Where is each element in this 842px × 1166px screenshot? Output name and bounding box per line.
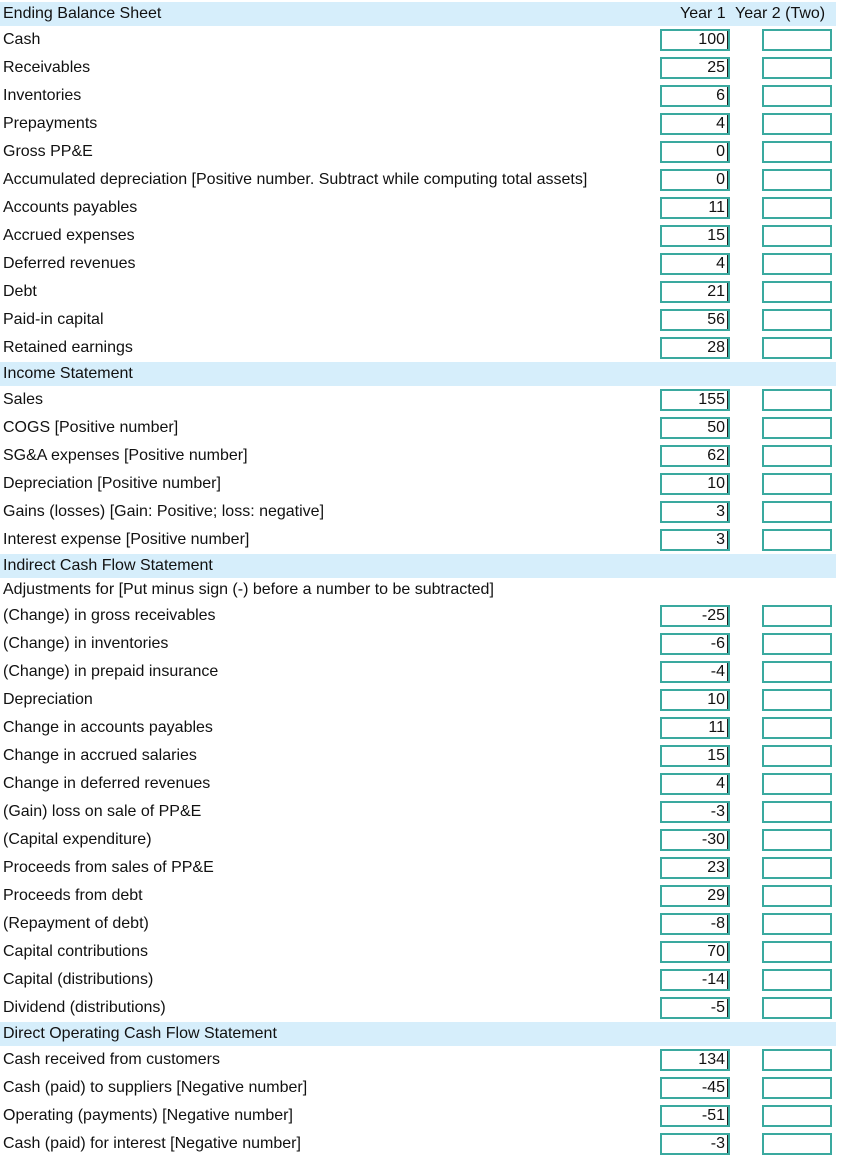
year-1-value: 134 bbox=[698, 1051, 728, 1069]
year-1-value: 25 bbox=[707, 59, 728, 77]
year-2-input[interactable] bbox=[762, 141, 832, 163]
row-label: Change in deferred revenues bbox=[3, 775, 211, 792]
table-row bbox=[0, 994, 836, 1022]
year-1-value: 50 bbox=[707, 419, 728, 437]
year-1-value: -3 bbox=[711, 803, 728, 821]
adjustments-note bbox=[0, 578, 836, 602]
row-label: Proceeds from sales of PP&E bbox=[3, 859, 214, 876]
row-label: Dividend (distributions) bbox=[3, 999, 166, 1016]
row-label: Accumulated depreciation [Positive number. Subtract while computing total assets] bbox=[3, 171, 588, 188]
year-2-input[interactable] bbox=[762, 85, 832, 107]
table-row bbox=[0, 26, 836, 54]
year-2-input[interactable] bbox=[762, 633, 832, 655]
year-2-input[interactable] bbox=[762, 1133, 832, 1155]
row-label: (Capital expenditure) bbox=[3, 831, 152, 848]
row-label: Capital contributions bbox=[3, 943, 148, 960]
year-2-input[interactable] bbox=[762, 225, 832, 247]
year-1-value: 15 bbox=[707, 227, 728, 245]
year-1-input[interactable] bbox=[660, 913, 730, 935]
year-1-value: 155 bbox=[698, 391, 728, 409]
year-1-value: -45 bbox=[702, 1079, 728, 1097]
row-label: COGS [Positive number] bbox=[3, 419, 179, 436]
table-row bbox=[0, 1046, 836, 1074]
row-label: SG&A expenses [Positive number] bbox=[3, 447, 248, 464]
row-label: (Repayment of debt) bbox=[3, 915, 149, 932]
table-row bbox=[0, 1102, 836, 1130]
row-label: Interest expense [Positive number] bbox=[3, 531, 250, 548]
row-label: Cash (paid) to suppliers [Negative number] bbox=[3, 1079, 308, 1096]
year-1-input[interactable] bbox=[660, 113, 730, 135]
year-1-value: 11 bbox=[708, 199, 728, 217]
year-1-value: -30 bbox=[702, 831, 728, 849]
year-1-input[interactable] bbox=[660, 885, 730, 907]
year-2-input[interactable] bbox=[762, 197, 832, 219]
year-1-input[interactable] bbox=[660, 253, 730, 275]
year-1-input[interactable] bbox=[660, 745, 730, 767]
year-2-input[interactable] bbox=[762, 337, 832, 359]
year-2-input[interactable] bbox=[762, 1049, 832, 1071]
table-row bbox=[0, 686, 836, 714]
table-row bbox=[0, 54, 836, 82]
row-label: Change in accrued salaries bbox=[3, 747, 197, 764]
year-1-value: 56 bbox=[707, 311, 728, 329]
table-row bbox=[0, 250, 836, 278]
year-1-input[interactable] bbox=[660, 1133, 730, 1155]
year-2-input[interactable] bbox=[762, 969, 832, 991]
year-1-value: 6 bbox=[716, 87, 728, 105]
year-1-value: 62 bbox=[707, 447, 728, 465]
year-1-value: -3 bbox=[711, 1135, 728, 1153]
year-1-input[interactable] bbox=[660, 1077, 730, 1099]
table-row bbox=[0, 966, 836, 994]
year-1-value: 11 bbox=[708, 719, 728, 737]
year-1-value: 0 bbox=[716, 171, 728, 189]
year-1-input[interactable] bbox=[660, 717, 730, 739]
year-1-input[interactable] bbox=[660, 501, 730, 523]
year-2-input[interactable] bbox=[762, 829, 832, 851]
row-label: Proceeds from debt bbox=[3, 887, 143, 904]
year-2-input[interactable] bbox=[762, 473, 832, 495]
year-2-input[interactable] bbox=[762, 773, 832, 795]
year-1-value: -6 bbox=[711, 635, 728, 653]
table-row bbox=[0, 194, 836, 222]
year-1-input[interactable] bbox=[660, 829, 730, 851]
row-label: Cash bbox=[3, 31, 41, 48]
year-2-input[interactable] bbox=[762, 281, 832, 303]
year-2-input[interactable] bbox=[762, 113, 832, 135]
row-label: Operating (payments) [Negative number] bbox=[3, 1107, 293, 1124]
table-row bbox=[0, 278, 836, 306]
direct-cash-flow-header bbox=[0, 1022, 836, 1046]
table-row bbox=[0, 526, 836, 554]
year-2-input[interactable] bbox=[762, 885, 832, 907]
row-label: Cash (paid) for interest [Negative number] bbox=[3, 1135, 301, 1152]
balance-sheet-header bbox=[0, 2, 836, 26]
year-1-value: 4 bbox=[716, 255, 728, 273]
table-row bbox=[0, 910, 836, 938]
year-1-input[interactable] bbox=[660, 857, 730, 879]
balance-sheet-rows bbox=[0, 26, 836, 362]
table-row bbox=[0, 442, 836, 470]
year-1-input[interactable] bbox=[660, 389, 730, 411]
year-2-input[interactable] bbox=[762, 605, 832, 627]
indirect-cash-flow-rows bbox=[0, 602, 836, 1022]
year-1-value: 10 bbox=[707, 691, 728, 709]
section-title: Income Statement bbox=[3, 365, 133, 382]
year-2-input[interactable] bbox=[762, 913, 832, 935]
table-row bbox=[0, 826, 836, 854]
row-label: Receivables bbox=[3, 59, 91, 76]
year-1-input[interactable] bbox=[660, 689, 730, 711]
year-1-input[interactable] bbox=[660, 1049, 730, 1071]
year-1-value: 10 bbox=[707, 475, 728, 493]
table-row bbox=[0, 742, 836, 770]
year-1-input[interactable] bbox=[660, 445, 730, 467]
year-1-input[interactable] bbox=[660, 661, 730, 683]
row-label: Prepayments bbox=[3, 115, 98, 132]
year-2-input[interactable] bbox=[762, 445, 832, 467]
year-1-value: 4 bbox=[716, 775, 728, 793]
year-1-value: 4 bbox=[716, 115, 728, 133]
year-1-value: -25 bbox=[702, 607, 728, 625]
year-2-input[interactable] bbox=[762, 997, 832, 1019]
row-label: Deferred revenues bbox=[3, 255, 136, 272]
row-label: Gains (losses) [Gain: Positive; loss: negative] bbox=[3, 503, 325, 520]
year-2-input[interactable] bbox=[762, 1077, 832, 1099]
direct-cash-flow-rows bbox=[0, 1046, 836, 1158]
table-row bbox=[0, 938, 836, 966]
year-1-column-header: Year 1 bbox=[680, 5, 726, 22]
table-row bbox=[0, 222, 836, 250]
section-title: Ending Balance Sheet bbox=[3, 5, 162, 22]
year-1-input[interactable] bbox=[660, 773, 730, 795]
year-1-value: -5 bbox=[711, 999, 728, 1017]
year-1-input[interactable] bbox=[660, 225, 730, 247]
table-row bbox=[0, 110, 836, 138]
table-row bbox=[0, 602, 836, 630]
year-2-input[interactable] bbox=[762, 689, 832, 711]
year-2-input[interactable] bbox=[762, 941, 832, 963]
row-label: Cash received from customers bbox=[3, 1051, 220, 1068]
row-label: Retained earnings bbox=[3, 339, 133, 356]
year-2-input[interactable] bbox=[762, 57, 832, 79]
row-label: Depreciation bbox=[3, 691, 93, 708]
year-1-value: 29 bbox=[707, 887, 728, 905]
year-1-input[interactable] bbox=[660, 997, 730, 1019]
year-2-input[interactable] bbox=[762, 501, 832, 523]
table-row bbox=[0, 306, 836, 334]
year-1-input[interactable] bbox=[660, 85, 730, 107]
table-row bbox=[0, 854, 836, 882]
year-1-value: 15 bbox=[707, 747, 728, 765]
row-label: Debt bbox=[3, 283, 37, 300]
row-label: Capital (distributions) bbox=[3, 971, 154, 988]
table-row bbox=[0, 1074, 836, 1102]
financial-worksheet bbox=[0, 2, 836, 1158]
year-1-value: 70 bbox=[707, 943, 728, 961]
year-1-input[interactable] bbox=[660, 941, 730, 963]
year-2-input[interactable] bbox=[762, 745, 832, 767]
table-row bbox=[0, 1130, 836, 1158]
year-1-value: 3 bbox=[716, 503, 728, 521]
table-row bbox=[0, 498, 836, 526]
year-1-value: -8 bbox=[711, 915, 728, 933]
year-1-input[interactable] bbox=[660, 337, 730, 359]
year-1-input[interactable] bbox=[660, 29, 730, 51]
table-row bbox=[0, 138, 836, 166]
year-1-input[interactable] bbox=[660, 529, 730, 551]
table-row bbox=[0, 770, 836, 798]
year-2-input[interactable] bbox=[762, 169, 832, 191]
table-row bbox=[0, 714, 836, 742]
year-2-input[interactable] bbox=[762, 253, 832, 275]
year-1-input[interactable] bbox=[660, 309, 730, 331]
year-2-input[interactable] bbox=[762, 661, 832, 683]
year-1-input[interactable] bbox=[660, 141, 730, 163]
year-1-input[interactable] bbox=[660, 969, 730, 991]
year-2-input[interactable] bbox=[762, 717, 832, 739]
income-statement-header bbox=[0, 362, 836, 386]
table-row bbox=[0, 82, 836, 110]
row-label: Depreciation [Positive number] bbox=[3, 475, 221, 492]
row-label: Inventories bbox=[3, 87, 82, 104]
year-1-input[interactable] bbox=[660, 473, 730, 495]
row-label: (Gain) loss on sale of PP&E bbox=[3, 803, 202, 820]
table-row bbox=[0, 414, 836, 442]
year-2-input[interactable] bbox=[762, 417, 832, 439]
year-1-input[interactable] bbox=[660, 633, 730, 655]
table-row bbox=[0, 166, 836, 194]
year-2-input[interactable] bbox=[762, 529, 832, 551]
year-1-value: -51 bbox=[702, 1107, 728, 1125]
year-1-input[interactable] bbox=[660, 281, 730, 303]
row-label: (Change) in prepaid insurance bbox=[3, 663, 219, 680]
year-2-input[interactable] bbox=[762, 801, 832, 823]
section-title: Direct Operating Cash Flow Statement bbox=[3, 1025, 277, 1042]
year-1-input[interactable] bbox=[660, 417, 730, 439]
table-row bbox=[0, 334, 836, 362]
income-statement-rows bbox=[0, 386, 836, 554]
year-1-input[interactable] bbox=[660, 801, 730, 823]
year-1-input[interactable] bbox=[660, 605, 730, 627]
year-2-input[interactable] bbox=[762, 1105, 832, 1127]
year-2-input[interactable] bbox=[762, 389, 832, 411]
year-1-value: 28 bbox=[707, 339, 728, 357]
section-title: Indirect Cash Flow Statement bbox=[3, 557, 213, 574]
year-1-value: -14 bbox=[702, 971, 728, 989]
year-1-input[interactable] bbox=[660, 169, 730, 191]
year-1-input[interactable] bbox=[660, 57, 730, 79]
table-row bbox=[0, 386, 836, 414]
year-1-value: -4 bbox=[711, 663, 728, 681]
table-row bbox=[0, 630, 836, 658]
year-1-input[interactable] bbox=[660, 197, 730, 219]
row-label: Change in accounts payables bbox=[3, 719, 213, 736]
year-2-input[interactable] bbox=[762, 309, 832, 331]
table-row bbox=[0, 882, 836, 910]
year-2-column-header: Year 2 (Two) bbox=[735, 5, 826, 22]
row-label: Gross PP&E bbox=[3, 143, 93, 160]
row-label: Accounts payables bbox=[3, 199, 138, 216]
row-label: (Change) in gross receivables bbox=[3, 607, 216, 624]
year-1-value: 23 bbox=[707, 859, 728, 877]
year-1-value: 100 bbox=[698, 31, 728, 49]
row-label: (Change) in inventories bbox=[3, 635, 169, 652]
year-2-input[interactable] bbox=[762, 29, 832, 51]
year-2-input[interactable] bbox=[762, 857, 832, 879]
table-row bbox=[0, 658, 836, 686]
table-row bbox=[0, 470, 836, 498]
table-row bbox=[0, 798, 836, 826]
row-label: Accrued expenses bbox=[3, 227, 135, 244]
year-1-value: 3 bbox=[716, 531, 728, 549]
indirect-cash-flow-header bbox=[0, 554, 836, 578]
row-label: Paid-in capital bbox=[3, 311, 104, 328]
year-1-input[interactable] bbox=[660, 1105, 730, 1127]
year-1-value: 0 bbox=[716, 143, 728, 161]
adjustments-note-text: Adjustments for [Put minus sign (-) before a number to be subtracted] bbox=[3, 581, 494, 598]
year-1-value: 21 bbox=[707, 283, 728, 301]
row-label: Sales bbox=[3, 391, 44, 408]
